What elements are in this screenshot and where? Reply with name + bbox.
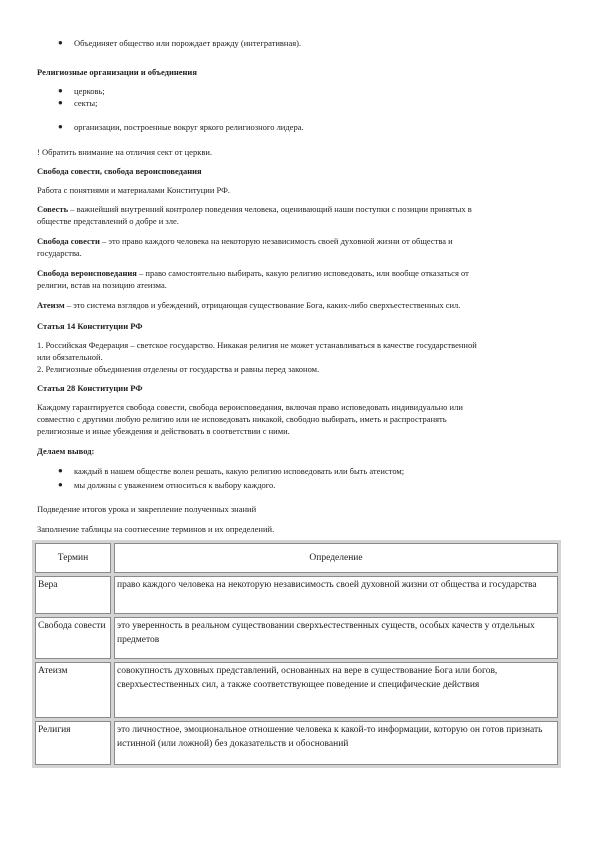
conclusion-item: каждый в нашем обществе волен решать, какую религию исповедовать или быть атеистом; bbox=[74, 466, 405, 476]
terms-table bbox=[32, 540, 561, 768]
relig-org-item: организации, построенные вокруг яркого религиозного лидера. bbox=[74, 122, 304, 132]
def-text: – право самостоятельно выбирать, какую религию исповедовать, или вообще отказаться от bbox=[136, 268, 469, 278]
term-cell: Вера bbox=[35, 576, 111, 614]
definition-cell: это личностное, эмоциональное отношение человека к какой-то информации, которую он готов признать истинной (или ложной) без доказательств и обоснований bbox=[114, 721, 558, 765]
relig-org-item: церковь; bbox=[74, 86, 105, 96]
def-text: – это система взглядов и убеждений, отрицающая существование Бога, каких-либо сверхъестественных сил. bbox=[64, 300, 461, 310]
def-text: – это право каждого человека на некоторую независимость своей духовной жизни от общества и bbox=[99, 236, 453, 246]
def-term: Атеизм bbox=[37, 300, 65, 310]
table-row bbox=[35, 662, 558, 718]
table-row bbox=[35, 576, 558, 614]
header-definition: Определение bbox=[114, 543, 558, 573]
article28-heading: Статья 28 Конституции РФ bbox=[37, 383, 143, 393]
definition-cell: это уверенность в реальном существовании сверхъестественных существ, особых качеств у отдельных предметов bbox=[114, 617, 558, 659]
def-conscience bbox=[37, 203, 472, 215]
term-cell: Свобода совести bbox=[35, 617, 111, 659]
article14-line: 2. Религиозные объединения отделены от государства и равны перед законом. bbox=[37, 364, 320, 374]
def-freedom-religion bbox=[37, 267, 469, 279]
article28-line: религиозные и иные убеждения и действовать в соответствии с ними. bbox=[37, 426, 290, 436]
bullet-icon: ● bbox=[58, 86, 63, 95]
relig-orgs-heading: Религиозные организации и объединения bbox=[37, 67, 197, 77]
def-freedom-conscience bbox=[37, 235, 453, 247]
freedom-heading: Свобода совести, свобода вероисповедания bbox=[37, 166, 202, 176]
conclusion-item: мы должны с уважением относиться к выбору каждого. bbox=[74, 480, 276, 490]
note-text: ! Обратить внимание на отличия сект от церкви. bbox=[37, 147, 213, 157]
definition-cell: совокупность духовных представлений, основанных на вере в существование Бога или богов, сверхъестественных сил, а также соответствующее поведение и специфические действия bbox=[114, 662, 558, 718]
def-conscience-cont: обществе представлений о добре и зле. bbox=[37, 216, 179, 226]
def-atheism bbox=[37, 299, 460, 311]
article14-heading: Статья 14 Конституции РФ bbox=[37, 321, 143, 331]
def-freedom-conscience-cont: государства. bbox=[37, 248, 82, 258]
bullet-icon: ● bbox=[58, 38, 63, 47]
bullet-icon: ● bbox=[58, 480, 63, 489]
summary-line: Подведение итогов урока и закрепление полученных знаний bbox=[37, 504, 257, 514]
term-cell: Религия bbox=[35, 721, 111, 765]
header-term: Термин bbox=[35, 543, 111, 573]
def-term: Свобода совести bbox=[37, 236, 100, 246]
bullet-icon: ● bbox=[58, 466, 63, 475]
term-cell: Атеизм bbox=[35, 662, 111, 718]
def-term: Совесть bbox=[37, 204, 69, 214]
table-row bbox=[35, 721, 558, 765]
conclusion-heading: Делаем вывод: bbox=[37, 446, 95, 456]
relig-org-item: секты; bbox=[74, 98, 98, 108]
work-line: Работа с понятиями и материалами Конституции РФ. bbox=[37, 185, 230, 195]
def-term: Свобода вероисповедания bbox=[37, 268, 137, 278]
table-header-row bbox=[35, 543, 558, 573]
bullet-icon: ● bbox=[58, 122, 63, 131]
table-row bbox=[35, 617, 558, 659]
article28-line: Каждому гарантируется свобода совести, свобода вероисповедания, включая право исповедовать индивидуально или bbox=[37, 402, 463, 412]
def-freedom-religion-cont: религии, встав на позицию атеизма. bbox=[37, 280, 167, 290]
bullet-icon: ● bbox=[58, 98, 63, 107]
article28-line: совместно с другими любую религию или не исповедовать никакой, свободно выбирать, иметь и распространять bbox=[37, 414, 447, 424]
def-text: – важнейший внутренний контролер поведения человека, оценивающий наши поступки с позиции принятых в bbox=[68, 204, 472, 214]
table-intro: Заполнение таблицы на соотнесение терминов и их определений. bbox=[37, 524, 275, 534]
article14-line: 1. Российская Федерация – светское государство. Никакая религия не может устанавливаться в качестве государственной bbox=[37, 340, 477, 350]
definition-cell: право каждого человека на некоторую независимость своей духовной жизни от общества и государства bbox=[114, 576, 558, 614]
top-bullet-text: Объединяет общество или порождает вражду (интегративная). bbox=[74, 38, 302, 48]
article14-line: или обязательной. bbox=[37, 352, 103, 362]
